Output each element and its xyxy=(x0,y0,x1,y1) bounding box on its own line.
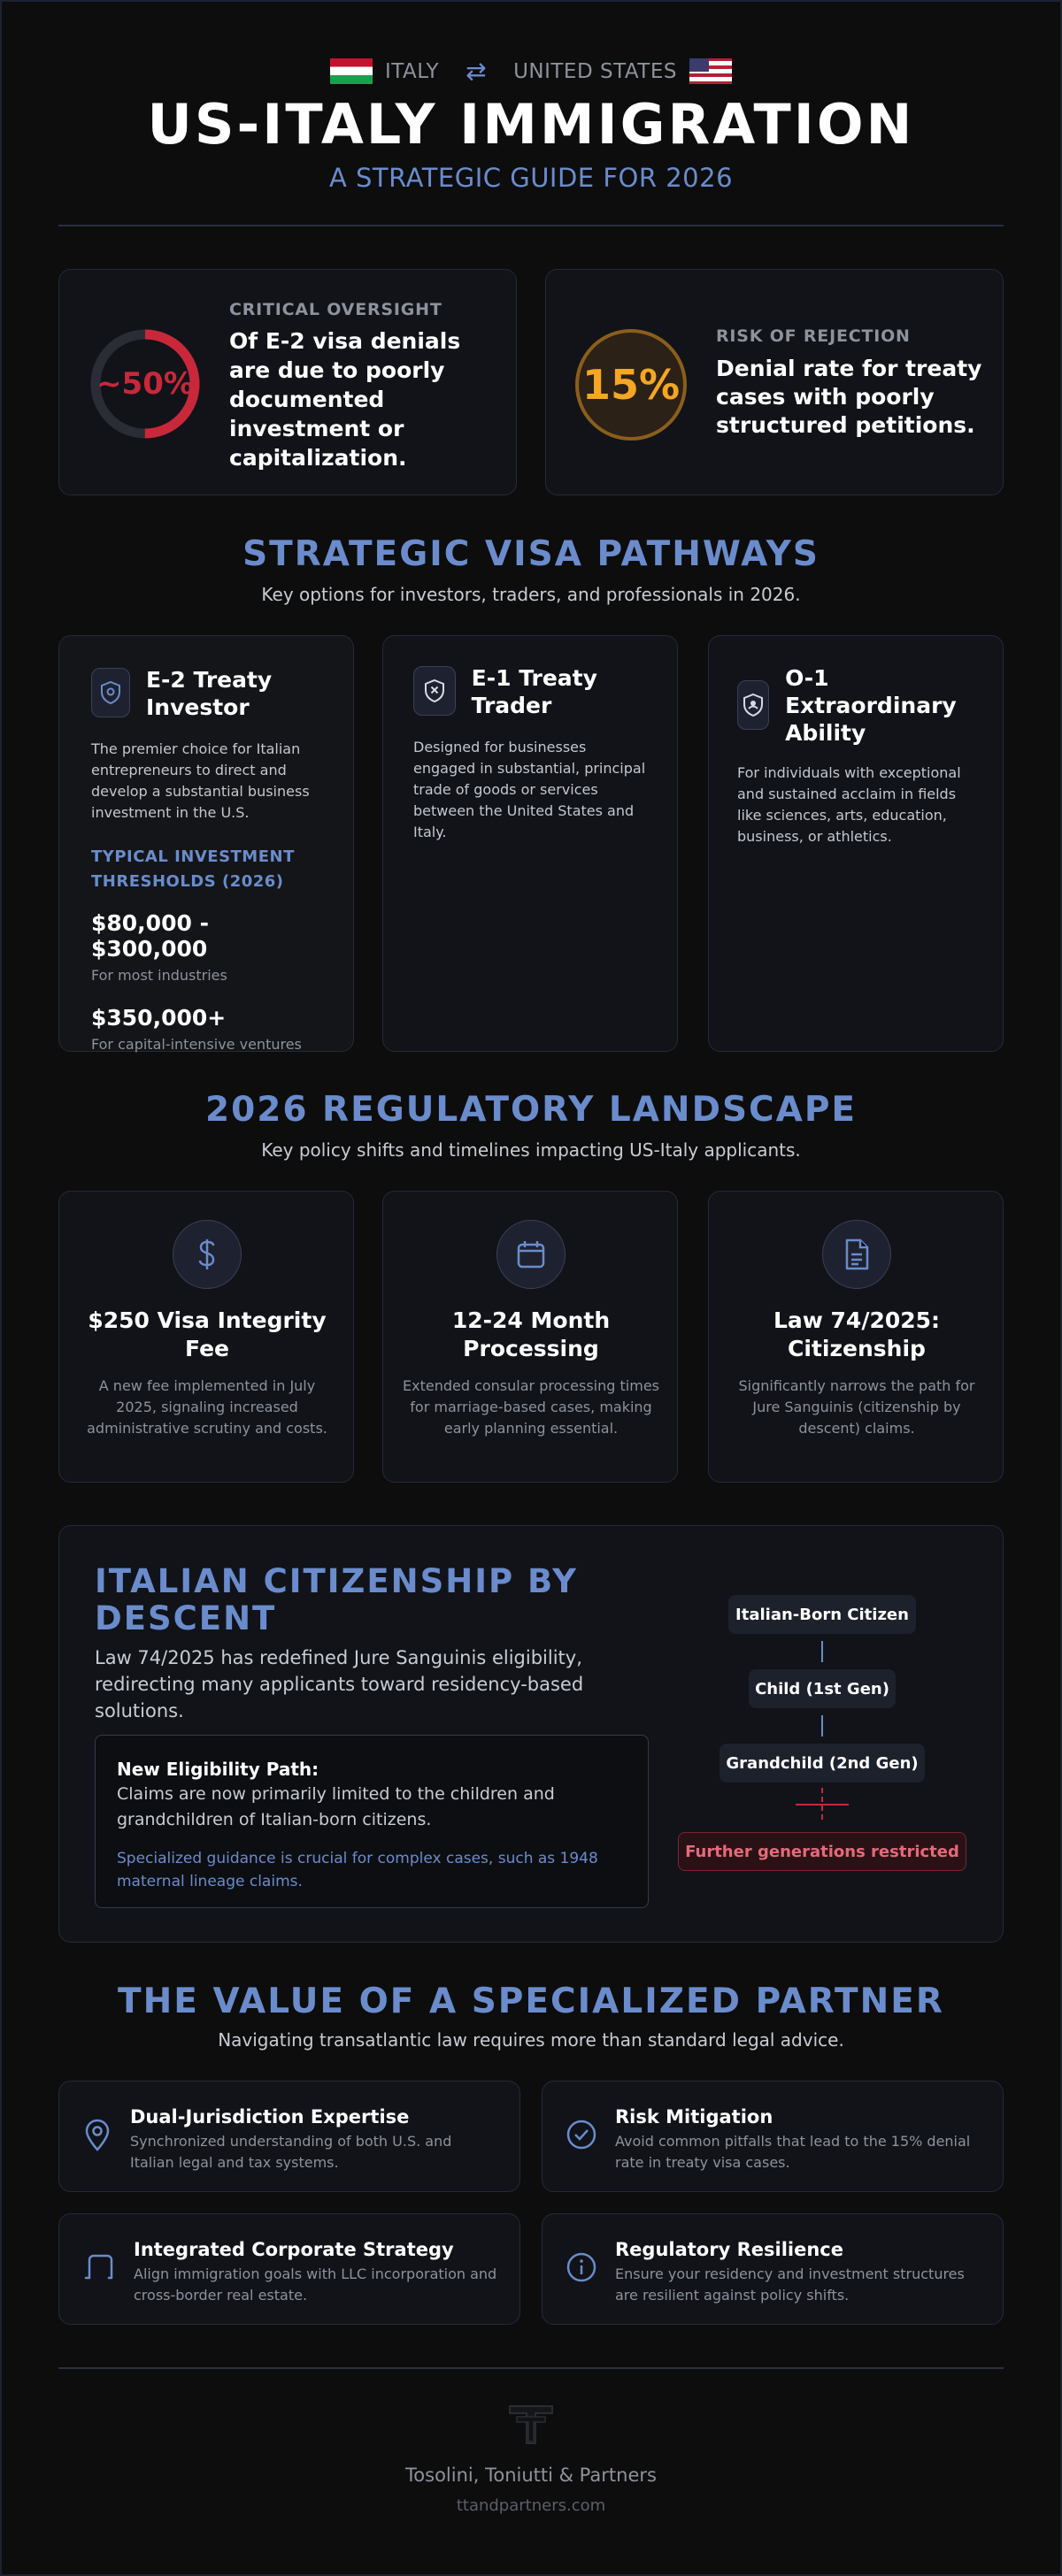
us-flag-icon xyxy=(689,58,732,84)
firm-url-link[interactable]: ttandpartners.com xyxy=(456,2496,606,2515)
tree-node-grandchild: Grandchild (2nd Gen) xyxy=(720,1744,925,1782)
visa-name: E-2 Treaty Investor xyxy=(145,667,273,720)
threshold-note: For most industries xyxy=(91,967,227,984)
calendar-icon xyxy=(496,1220,566,1289)
partner-title: Dual-Jurisdiction Expertise xyxy=(130,2106,410,2128)
stat-card-rejection xyxy=(545,269,1004,495)
citizenship-title: ITALIAN CITIZENSHIP BY DESCENT xyxy=(95,1562,578,1637)
firm-name: Tosolini, Toniutti & Partners xyxy=(405,2465,657,2486)
partner-desc: Align immigration goals with LLC incorporation and cross-border real estate. xyxy=(134,2266,497,2304)
tree-connector xyxy=(821,1641,823,1662)
partner-desc: Synchronized understanding of both U.S. and Italian legal and tax systems. xyxy=(130,2133,452,2171)
partner-desc: Avoid common pitfalls that lead to the 15% denial rate in treaty visa cases. xyxy=(615,2133,971,2171)
stat-text: Denial rate for treaty cases with poorly structured petitions. xyxy=(716,356,982,438)
partner-card xyxy=(542,2213,1004,2325)
country-italy: ITALY xyxy=(385,59,440,83)
shield-icon xyxy=(91,668,130,717)
stat-card-critical xyxy=(58,269,517,495)
citizenship-desc: Law 74/2025 has redefined Jure Sanguinis eligibility, redirecting many applicants toward residency-based solutions. xyxy=(95,1647,584,1721)
threshold-amount: $80,000 - $300,000 xyxy=(91,910,209,962)
citizenship-panel xyxy=(58,1525,1004,1943)
visa-card-o1[interactable] xyxy=(708,635,1004,1052)
tree-cut-mark xyxy=(796,1804,849,1806)
document-icon xyxy=(822,1220,891,1289)
partner-card xyxy=(58,2081,520,2192)
eligibility-text: Claims are now primarily limited to the children and grandchildren of Italian-born citizens. xyxy=(117,1784,555,1829)
section-subtitle-pathways: Key options for investors, traders, and professionals in 2026. xyxy=(261,584,801,605)
divider xyxy=(58,225,1004,226)
page-title: US-ITALY IMMIGRATION xyxy=(147,92,915,157)
reg-title: Law 74/2025: Citizenship xyxy=(773,1307,941,1361)
ring-chart xyxy=(89,328,201,440)
section-subtitle-regulatory: Key policy shifts and timelines impacting US-Italy applicants. xyxy=(261,1139,801,1161)
section-title-regulatory: 2026 REGULATORY LANDSCAPE xyxy=(204,1090,858,1130)
italy-flag-icon xyxy=(330,58,373,84)
partner-title: Integrated Corporate Strategy xyxy=(134,2239,454,2260)
partner-card xyxy=(542,2081,1004,2192)
visa-name: O-1 Extraordinary Ability xyxy=(785,665,957,746)
eligibility-note: Specialized guidance is crucial for complex cases, such as 1948 maternal lineage claims. xyxy=(117,1850,598,1890)
reg-desc: Significantly narrows the path for Jure Sanguinis (citizenship by descent) claims. xyxy=(738,1377,975,1437)
section-subtitle-partner: Navigating transatlantic law requires more than standard legal advice. xyxy=(218,2029,844,2051)
section-title-partner: THE VALUE OF A SPECIALIZED PARTNER xyxy=(118,1982,944,2021)
tt-logo-icon xyxy=(506,2403,556,2447)
partner-card xyxy=(58,2213,520,2325)
tree-node-citizen: Italian-Born Citizen xyxy=(728,1595,916,1634)
visa-name: E-1 Treaty Trader xyxy=(471,665,597,718)
eligibility-title: New Eligibility Path: xyxy=(117,1759,319,1780)
visa-card-e1[interactable] xyxy=(382,635,678,1052)
dollar-icon xyxy=(173,1220,242,1289)
threshold-amount: $350,000+ xyxy=(91,1005,227,1031)
tree-node-child: Child (1st Gen) xyxy=(749,1669,896,1708)
tree-node-restricted: Further generations restricted xyxy=(678,1832,966,1871)
eligibility-box xyxy=(95,1735,649,1908)
divider xyxy=(58,2367,1004,2369)
swap-arrows-icon: ⇄ xyxy=(466,57,488,86)
stat-label: RISK OF REJECTION xyxy=(716,326,911,346)
stat-label: CRITICAL OVERSIGHT xyxy=(229,300,442,319)
country-us: UNITED STATES xyxy=(513,59,677,83)
visa-desc: Designed for businesses engaged in substantial, principal trade of goods or services between the United States and Italy. xyxy=(413,739,646,840)
partner-title: Regulatory Resilience xyxy=(615,2239,843,2260)
ring-chart xyxy=(574,328,688,441)
reg-title: 12-24 Month Processing xyxy=(451,1307,611,1361)
visa-desc: For individuals with exceptional and sustained acclaim in fields like sciences, arts, education, business, or athletics. xyxy=(737,764,961,845)
ring-value: ~50% xyxy=(96,366,194,402)
award-shield-icon xyxy=(737,680,769,730)
reg-title: $250 Visa Integrity Fee xyxy=(88,1307,327,1361)
reg-desc: A new fee implemented in July 2025, signaling increased administrative scrutiny and costs. xyxy=(87,1377,327,1437)
partner-desc: Ensure your residency and investment structures are resilient against policy shifts. xyxy=(615,2266,965,2304)
check-circle-icon xyxy=(566,2119,597,2154)
threshold-label: TYPICAL INVESTMENT THRESHOLDS (2026) xyxy=(91,847,295,891)
location-pin-icon xyxy=(82,2119,112,2156)
page-subtitle: A STRATEGIC GUIDE FOR 2026 xyxy=(328,163,734,193)
visa-card-e2[interactable] xyxy=(58,635,354,1052)
country-pair xyxy=(0,57,1062,86)
stat-text: Of E-2 visa denials are due to poorly documented investment or capitalization. xyxy=(229,328,461,471)
tree-connector xyxy=(821,1715,823,1736)
bracket-icon xyxy=(82,2251,116,2287)
visa-desc: The premier choice for Italian entrepreneurs to direct and develop a substantial business investment in the U.S. xyxy=(91,740,310,821)
reg-desc: Extended consular processing times for marriage-based cases, making early planning essential. xyxy=(403,1377,659,1437)
header xyxy=(0,0,1062,226)
reg-card-fee xyxy=(58,1191,354,1483)
ring-value: 15% xyxy=(581,361,681,409)
info-circle-icon xyxy=(566,2251,597,2287)
partner-title: Risk Mitigation xyxy=(615,2106,773,2128)
shield-x-icon xyxy=(413,666,456,716)
section-title-pathways: STRATEGIC VISA PATHWAYS xyxy=(242,534,820,574)
reg-card-law xyxy=(708,1191,1004,1483)
reg-card-processing xyxy=(382,1191,678,1483)
threshold-note: For capital-intensive ventures xyxy=(91,1036,302,1053)
